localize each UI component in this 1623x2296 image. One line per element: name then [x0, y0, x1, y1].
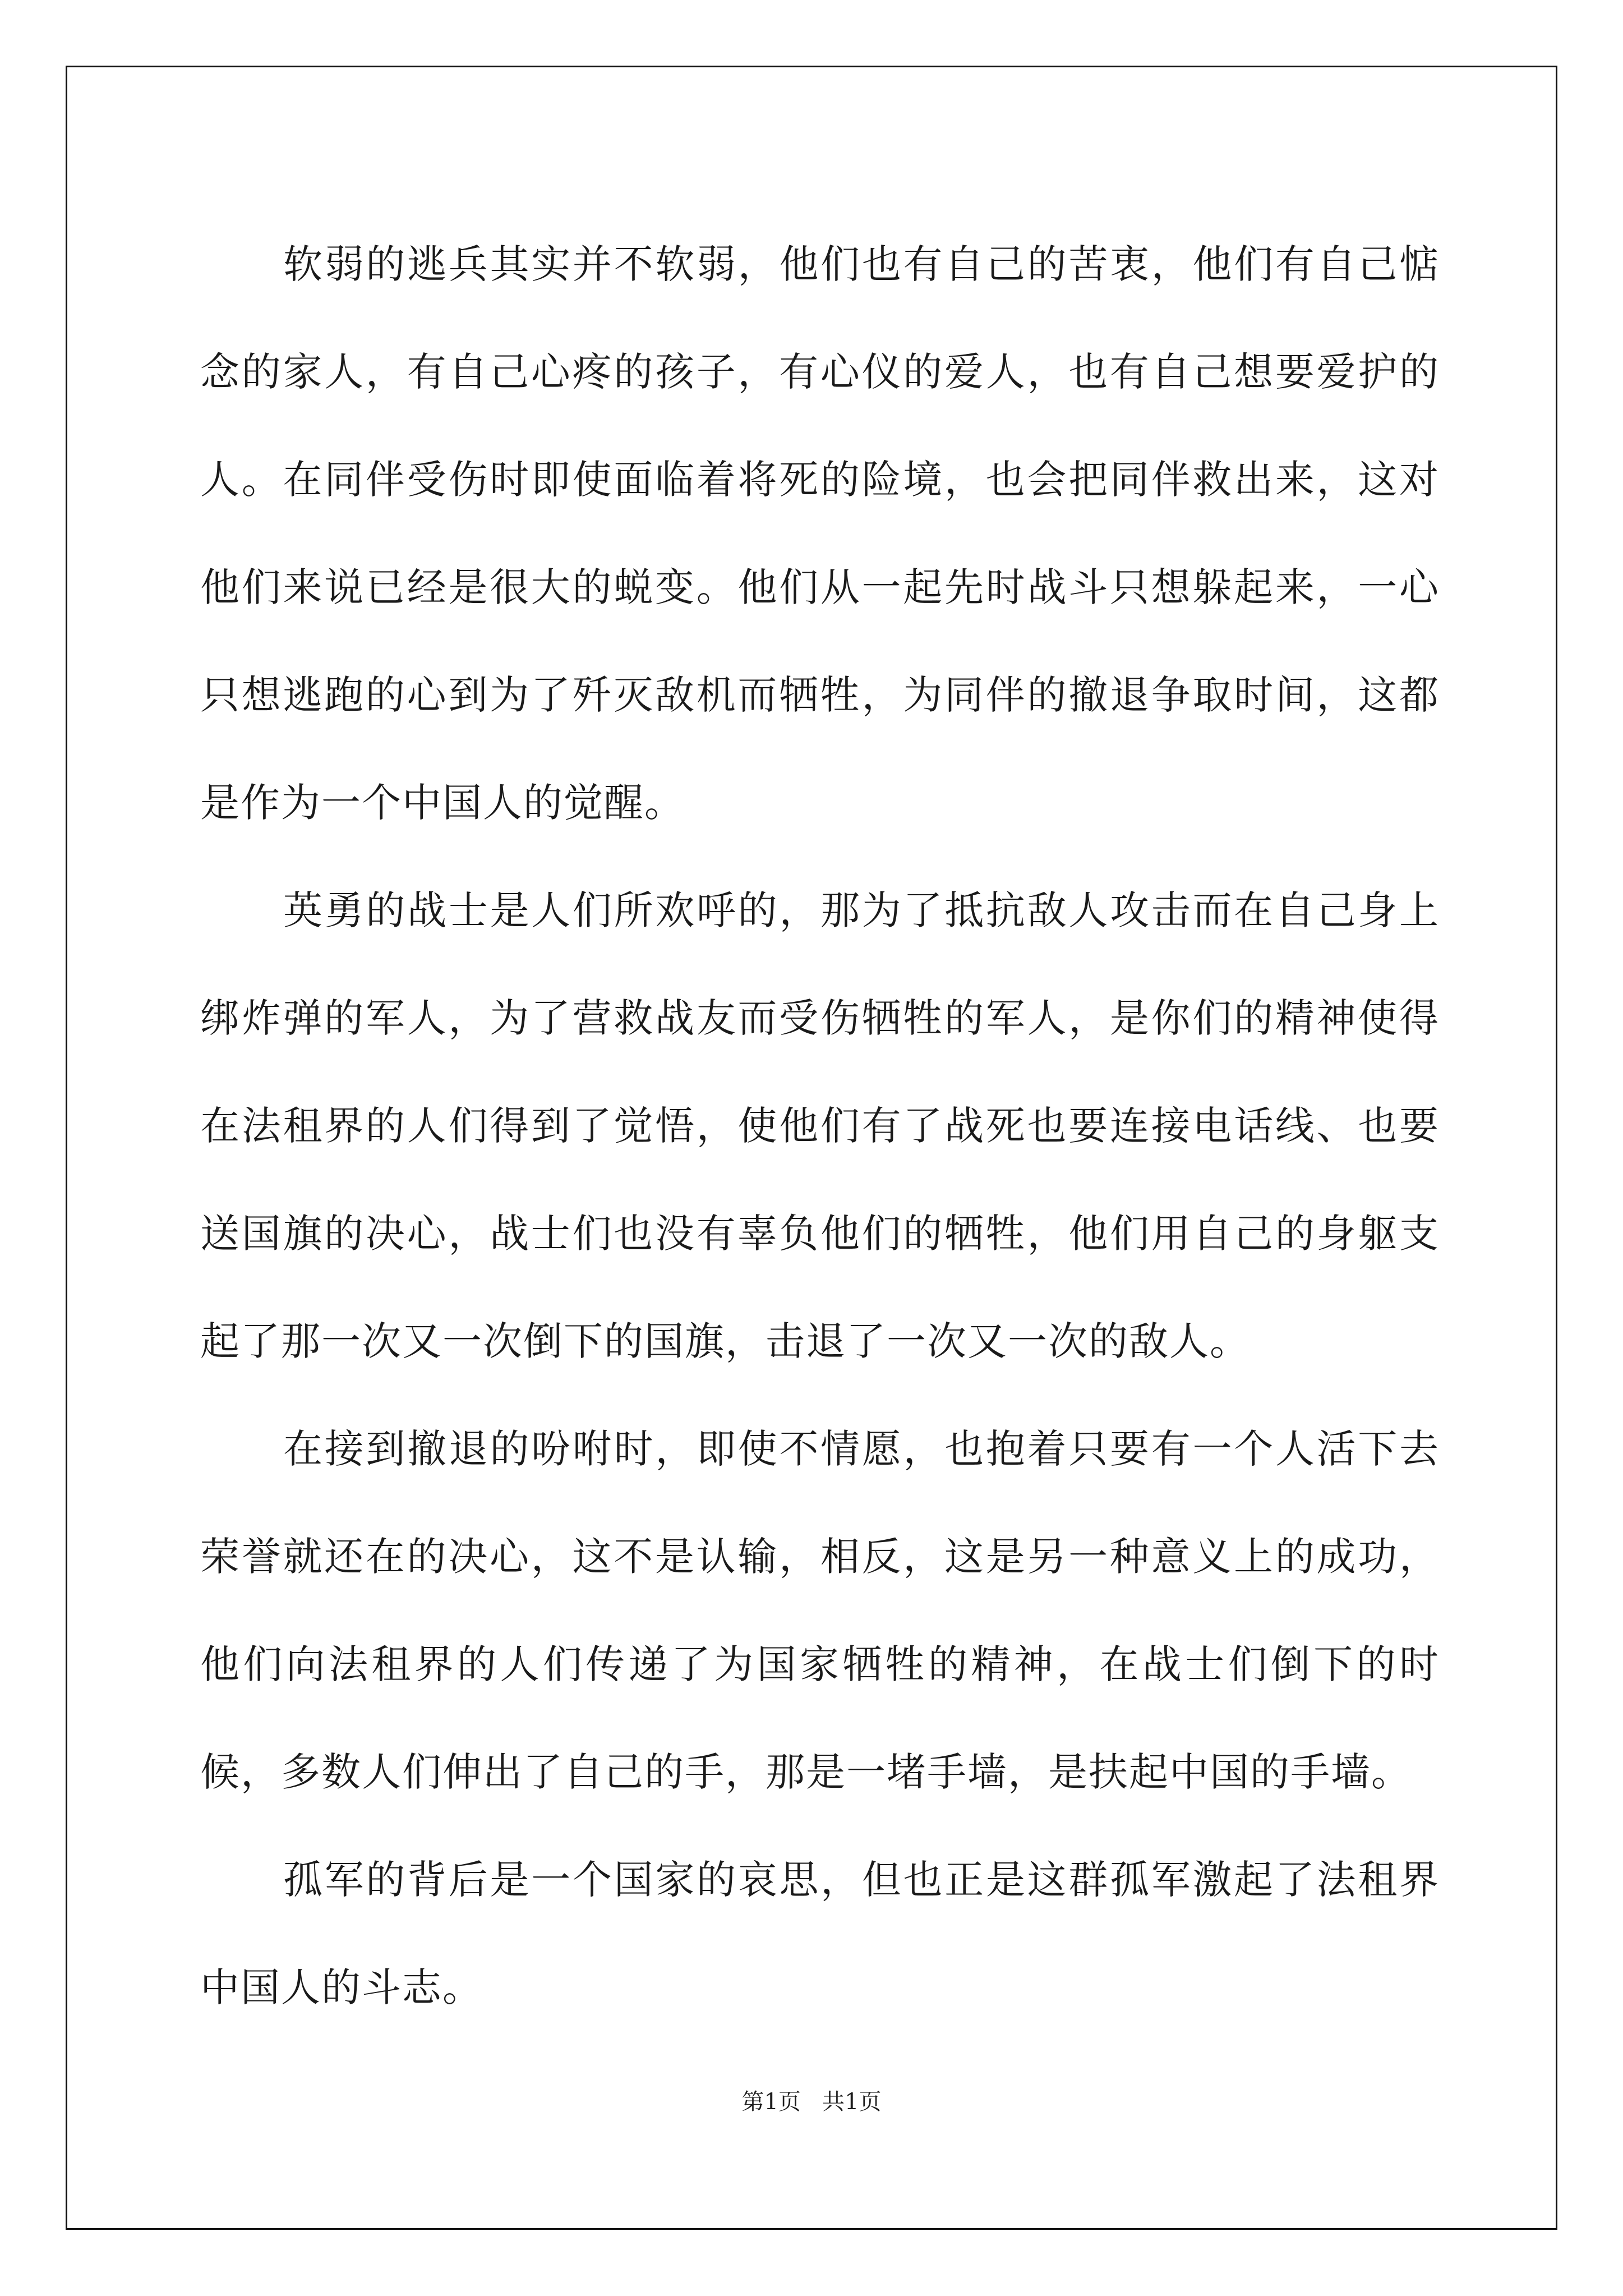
- page-footer: 第1页 共1页: [741, 2089, 882, 2115]
- paragraph-4: 孤军的背后是一个国家的哀思，但也正是这群孤军激起了法租界中国人的斗志。: [200, 1857, 1440, 2010]
- paragraph-1: 软弱的逃兵其实并不软弱，他们也有自己的苦衷，他们有自己惦念的家人，有自己心疼的孩子，有心仪的爱人，也有自己想要爱护的人。在同伴受伤时即使面临着将死的险境，也会把同伴救出来，这对他们来说已经是很大的蜕变。他们从一起先时战斗只想躲起来，一心只想逃跑的心到为了歼灭敌机而牺牲，为同伴的撤退争取时间，这都是作为一个中国人的觉醒。: [200, 241, 1440, 826]
- paragraph-3: 在接到撤退的吩咐时，即使不情愿，也抱着只要有一个人活下去荣誉就还在的决心，这不是认输，相反，这是另一种意义上的成功，他们向法租界的人们传递了为国家牺牲的精神，在战士们倒下的时候，多数人们伸出了自己的手，那是一堵手墙，是扶起中国的手墙。: [200, 1426, 1440, 1795]
- paragraph-2: 英勇的战士是人们所欢呼的，那为了抵抗敌人攻击而在自己身上绑炸弹的军人，为了营救战友而受伤牺牲的军人，是你们的精神使得在法租界的人们得到了觉悟，使他们有了战死也要连接电话线、也要送国旗的决心，战士们也没有辜负他们的牺牲，他们用自己的身躯支起了那一次又一次倒下的国旗，击退了一次又一次的敌人。: [200, 887, 1440, 1364]
- document-body: [200, 210, 1440, 2041]
